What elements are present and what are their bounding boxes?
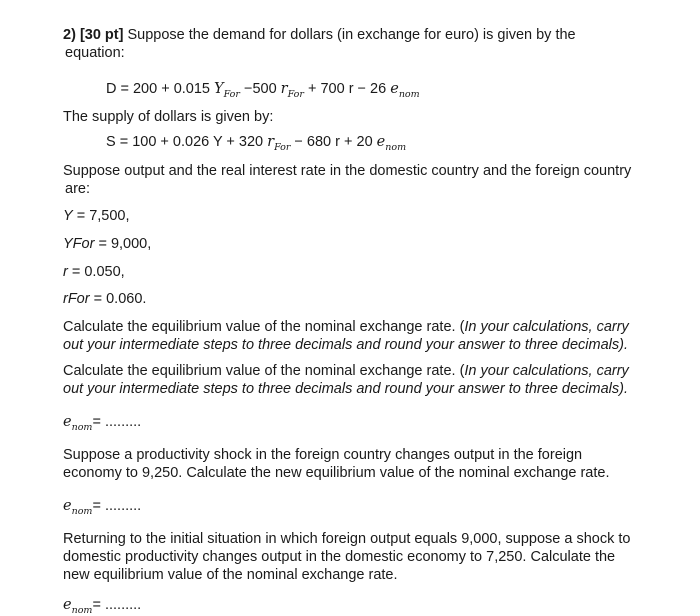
shock2-line3: new equilibrium value of the nominal exchange rate. [63, 567, 398, 583]
shock2-line1: Returning to the initial situation in which foreign output equals 9,000, suppose a shock to [63, 531, 631, 547]
value-YFor-label: YFor [63, 236, 95, 252]
value-YFor-number: = 9,000, [94, 236, 152, 252]
question-intro-text: Suppose the demand for dollars (in exchange for euro) is given by the [123, 27, 576, 43]
demand-equation [106, 80, 420, 100]
calc2-line2: out your intermediate steps to three decimals and round your answer to three decimals). [63, 381, 628, 397]
calc1-line1 [63, 318, 629, 336]
shock2-line2: domestic productivity changes output in the domestic economy to 7,250. Calculate the [63, 549, 616, 565]
value-r-label: r [63, 264, 68, 280]
answer1-e-sub: nom [71, 422, 93, 433]
answer1-e: e [63, 414, 72, 430]
demand-eq-part3: + 700 r − 26 [303, 81, 391, 97]
calc2-line1 [63, 362, 629, 380]
supply-eq-e: e [376, 134, 386, 150]
suppose-text-line1: Suppose output and the real interest rate in the domestic country and the foreign country [63, 163, 632, 179]
value-Y-label: Y [63, 208, 73, 224]
value-rFor-number: = 0.060. [89, 291, 147, 307]
shock1-line2: economy to 9,250. Calculate the new equilibrium value of the nominal exchange rate. [63, 465, 610, 481]
question-points: [30 pt] [79, 27, 124, 43]
answer3-e-sub: nom [71, 605, 93, 616]
question-heading-line1 [63, 26, 576, 44]
answer-blank-2 [63, 497, 141, 517]
answer-blank-3 [63, 596, 141, 616]
supply-intro: The supply of dollars is given by: [63, 109, 274, 125]
demand-eq-e-sub: nom [398, 89, 420, 100]
supply-eq-r: r [267, 134, 275, 150]
value-Y-number: = 7,500, [72, 208, 130, 224]
question-heading-line2 [65, 44, 125, 62]
calc1-italic: In your calculations, carry [464, 319, 629, 335]
supply-eq-part2: − 680 r + 20 [290, 134, 377, 150]
shock1-line1: Suppose a productivity shock in the foreign country changes output in the foreign [63, 447, 583, 463]
value-YFor [63, 235, 151, 253]
demand-eq-r: r [280, 81, 288, 97]
supply-eq-part1: S = 100 + 0.026 Y + 320 [106, 134, 268, 150]
answer2-dots: = ......... [92, 498, 142, 514]
suppose-text-line2: are: [65, 181, 90, 197]
calc1-line2: out your intermediate steps to three decimals and round your answer to three decimals). [63, 337, 628, 353]
answer2-e-sub: nom [71, 506, 93, 517]
answer2-e: e [63, 498, 72, 514]
value-rFor-label: rFor [63, 291, 90, 307]
calc1-text: Calculate the equilibrium value of the nominal exchange rate. ( [63, 319, 465, 335]
demand-eq-y: Y [214, 81, 224, 97]
answer1-dots: = ......... [92, 414, 142, 430]
demand-eq-r-sub: For [287, 89, 304, 100]
answer3-dots: = ......... [92, 597, 142, 613]
supply-eq-e-sub: nom [385, 142, 407, 153]
answer3-e: e [63, 597, 72, 613]
calc2-text: Calculate the equilibrium value of the nominal exchange rate. ( [63, 363, 465, 379]
supply-eq-r-sub: For [274, 142, 291, 153]
calc2-italic: In your calculations, carry [464, 363, 629, 379]
value-rFor [63, 290, 146, 308]
question-intro-text-2: equation: [65, 45, 125, 61]
question-number: 2) [63, 27, 76, 43]
demand-eq-part1: D = 200 + 0.015 [106, 81, 215, 97]
answer-blank-1 [63, 413, 141, 433]
supply-equation [106, 133, 406, 153]
value-r [63, 263, 125, 281]
demand-eq-e: e [390, 81, 399, 97]
demand-eq-y-sub: For [223, 89, 240, 100]
value-r-number: = 0.050, [67, 264, 125, 280]
demand-eq-part2: −500 [239, 81, 281, 97]
value-Y [63, 207, 130, 225]
